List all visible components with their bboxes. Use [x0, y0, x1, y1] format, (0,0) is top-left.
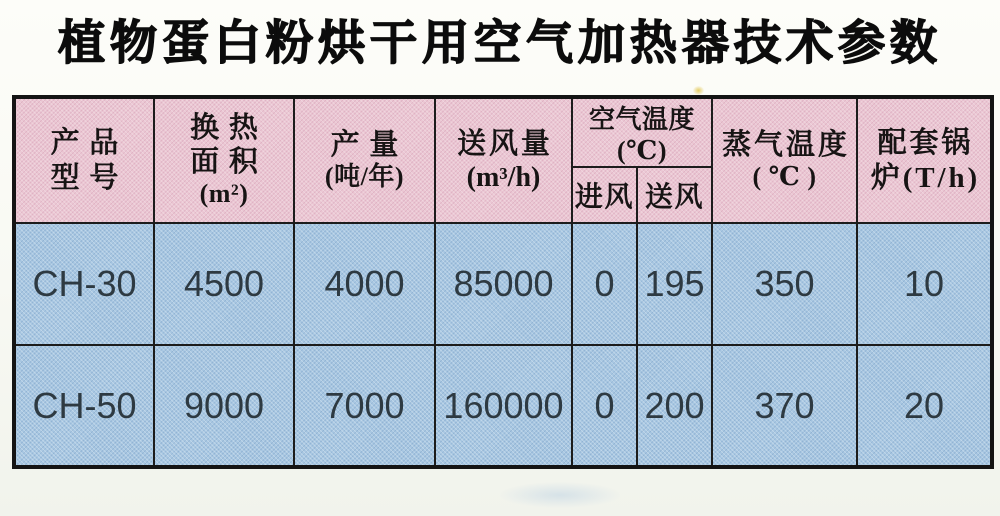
cell-air-supply: 200: [637, 345, 712, 467]
header-line: 空气温度(℃): [588, 105, 696, 165]
table-row-ch50: [14, 345, 992, 467]
header-unit: (吨/年): [324, 162, 405, 192]
header-unit: (m²): [199, 179, 249, 209]
cell-model: CH-30: [14, 223, 154, 345]
spec-table: [12, 95, 994, 469]
header-row-top: [14, 97, 992, 167]
cell-boiler: 10: [857, 223, 992, 345]
header-unit: (m³/h): [466, 162, 541, 194]
header-air-inlet: 进风: [572, 167, 637, 223]
header-heat-area: [154, 97, 294, 223]
header-product-model: [14, 97, 154, 223]
cell-air-inlet: 0: [572, 345, 637, 467]
cell-output: 7000: [294, 345, 435, 467]
cell-model: CH-50: [14, 345, 154, 467]
header-steam-temperature: [712, 97, 857, 223]
cell-steam-temp: 370: [712, 345, 857, 467]
header-line: 炉(T/h): [870, 161, 981, 194]
header-output: [294, 97, 435, 223]
header-line: 蒸气温度: [722, 129, 850, 162]
cell-airflow: 85000: [435, 223, 572, 345]
header-line: 送风量: [457, 127, 553, 160]
header-air-supply: 送风: [637, 167, 712, 223]
header-line: 型号: [50, 161, 129, 194]
scan-smudge-artifact: [500, 482, 620, 508]
header-line: 配套锅: [877, 127, 974, 160]
header-line: 产量: [330, 129, 409, 162]
cell-air-supply: 195: [637, 223, 712, 345]
header-line: 换热: [190, 111, 268, 144]
scan-speck-artifact: [693, 86, 704, 95]
page-title: 植物蛋白粉烘干用空气加热器技术参数: [58, 16, 942, 69]
cell-boiler: 20: [857, 345, 992, 467]
header-matching-boiler: [857, 97, 992, 223]
cell-area: 9000: [154, 345, 294, 467]
header-air-temperature: [572, 97, 712, 167]
cell-output: 4000: [294, 223, 435, 345]
cell-area: 4500: [154, 223, 294, 345]
header-air-volume: [435, 97, 572, 223]
cell-air-inlet: 0: [572, 223, 637, 345]
table-row-ch30: [14, 223, 992, 345]
cell-airflow: 160000: [435, 345, 572, 467]
header-unit: ( ℃ ): [752, 162, 817, 192]
cell-steam-temp: 350: [712, 223, 857, 345]
header-line: 产品: [50, 127, 129, 160]
header-line: 面积: [190, 146, 268, 179]
